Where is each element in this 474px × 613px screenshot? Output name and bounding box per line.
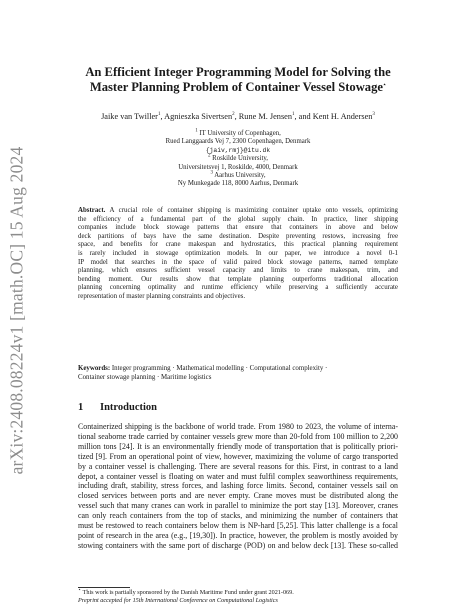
footnote-rule [78, 587, 130, 588]
affiliations [78, 130, 398, 189]
body-line: depot, a container vessel is floating on water and must fulfil complex seaworthiness requirements, [78, 471, 398, 481]
abstract-line: IP model that searches in the space of valid paired block stowage patterns, named template [78, 258, 398, 266]
keywords-label: Keywords: [78, 365, 111, 372]
affiliation-1-name: $^1$ IT University of Copenhagen, [195, 128, 281, 137]
abstract-label: Abstract. [78, 207, 106, 214]
author-list: Jaike van Twiller$^1$, Agnieszka Sivertsen$^2$, Rune M. Jensen$^1$, and Kent H. Andersen$^3$ [101, 112, 375, 121]
footnote-line: ⋆ This work is partially sponsored by the Danish Maritime Fund under grant 2021-069. [78, 587, 294, 596]
author-2: , Agnieszka Sivertsen [160, 112, 233, 121]
abstract-line: bending moment. Our results show that template planning outperforms traditional allocation [78, 275, 398, 283]
body-line: stowing containers with the same port of discharge (POD) on and below deck [13]. These so-called [78, 540, 398, 550]
abstract-line: the efficiency of a fundamental part of the global supply chain. In practice, liner shipping [78, 215, 398, 223]
section-number: 1 [78, 402, 84, 413]
body-line: million tons [24]. It is an environmentally friendly mode of transportation that is politically priori- [78, 441, 398, 451]
author-4: , and Kent H. Andersen [294, 112, 373, 121]
affiliation-2-address: Universitetsvej 1, Roskilde, 4000, Denmark [178, 163, 298, 171]
title-line-2: Master Planning Problem of Container Vessel Stowage⋆ [89, 80, 387, 94]
abstract-line: planning, which ensures sufficient vessel capacity and limits to crane makespan, trim, and [78, 267, 398, 275]
section-heading [78, 402, 398, 413]
title-footnote-marker: ⋆ [383, 82, 387, 88]
footnote [78, 589, 398, 604]
affiliation-1-address: Rued Langgaards Vej 7, 2300 Copenhagen, Denmark [165, 138, 311, 146]
abstract-line: space, and benefits for crane makespan and hydrostatics, this practical planning requirement [78, 241, 398, 249]
abstract [78, 207, 398, 302]
body-line: point of research in the area (e.g., [19,30]). In practice, however, the problem is mostly avoided by [78, 530, 398, 540]
body-line: including draft, stability, stress forces, and lashing force limits. Second, container vessels sail on [78, 481, 398, 491]
footnote-marker: ⋆ [78, 587, 82, 593]
abstract-line: is rarely included in stowage optimization models. In our paper, we introduce a novel 0-1 [78, 249, 398, 257]
body-line: Containerized shipping is the backbone of world trade. From 1980 to 2023, the volume of interna- [78, 422, 398, 431]
arxiv-identifier-text: arXiv:2408.08224v1 [math.OC] 15 Aug 2024 [6, 146, 27, 474]
keywords-line: Container stowage planning · Maritime logistics [78, 373, 212, 381]
abstract-line: representation of master planning constraints and objectives. [78, 292, 246, 300]
section-title: Introduction [100, 402, 157, 413]
author-3: , Rune M. Jensen [234, 112, 293, 121]
affiliation-2-name: $^2$ Roskilde University, [207, 153, 269, 163]
keywords [78, 365, 398, 382]
abstract-line: Abstract. A crucial role of container shipping is maximizing container uptake onto vessels, optimizing [78, 207, 398, 214]
introduction-body [78, 422, 398, 551]
body-line: can only reach containers from the top of stacks, and minimizing the number of containers that [78, 511, 398, 521]
abstract-line: planning concerning optimality and runtime efficiency while preserving a sufficiently accurate [78, 284, 398, 292]
abstract-line: deck partitions of bays have the same destination. Despite preventing restows, increasing free [78, 232, 398, 240]
keywords-line: Keywords: Integer programming · Mathematical modelling · Computational complexity · [78, 365, 328, 372]
body-line: tized [9]. From an operational point of view, however, maximizing the volume of cargo transported [78, 451, 398, 461]
footnote-preprint-note: Preprint accepted for 15th International Conference on Computational Logistics [78, 596, 278, 604]
abstract-line: companies include block stowage patterns that ensure that containers in above and below [78, 224, 398, 232]
body-line: vessel such that many cranes can work in parallel to minimize the port stay [13]. Moreover, cranes [78, 501, 398, 511]
affiliation-3-name: $^3$ Aarhus University, [210, 170, 266, 180]
author-1: Jaike van Twiller [101, 112, 158, 121]
body-line: must be restowed to reach containers below them is NP-hard [5,25]. This latter challenge is a focal [78, 521, 398, 531]
title-line-1: An Efficient Integer Programming Model for Solving the [85, 65, 391, 79]
arxiv-identifier-sidebar [2, 120, 32, 500]
author-email: {jaiv,rmj}@itu.dk [205, 146, 271, 154]
paper-title [78, 65, 398, 95]
body-line: closed services between ports and are never empty. Crane moves must be distributed along the [78, 491, 398, 501]
affiliation-3-address: Ny Munkegade 118, 8000 Aarhus, Denmark [177, 180, 299, 188]
body-line: tional seaborne trade carried by container vessels grew more than 20-fold from 100 million to 2,200 [78, 431, 398, 441]
body-line: by a container vessel is challenging. There are several reasons for this. First, in contrast to a land [78, 461, 398, 471]
